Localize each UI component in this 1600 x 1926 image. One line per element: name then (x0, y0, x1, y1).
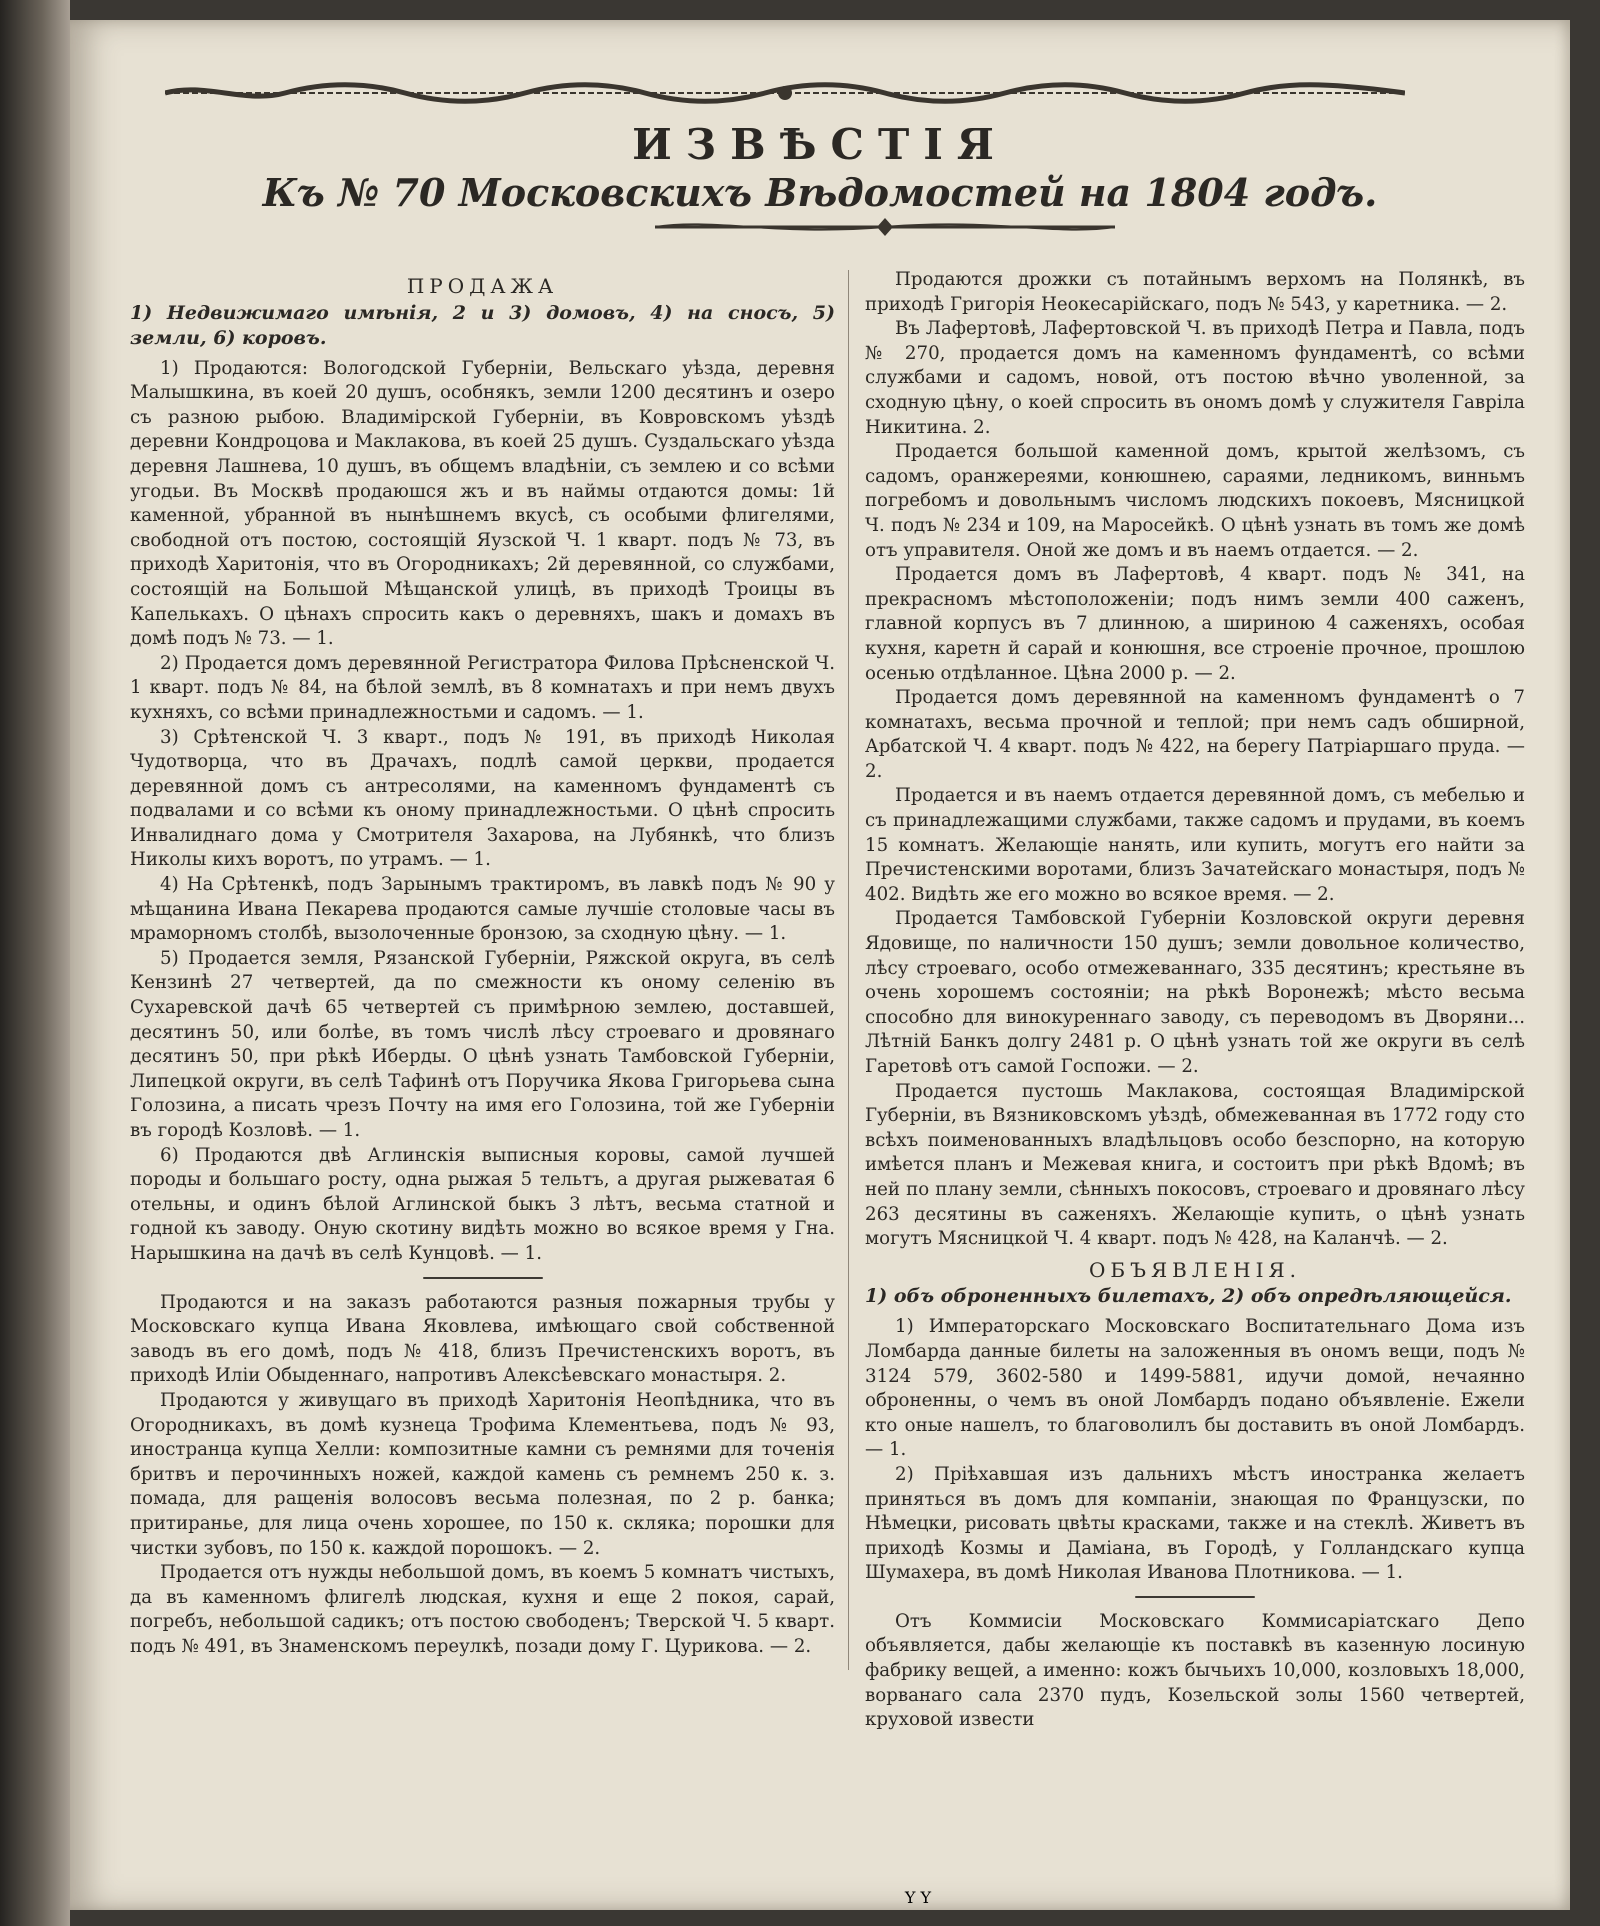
section-separator (1135, 1596, 1255, 1598)
book-spine-shadow (0, 0, 70, 1926)
notice-paragraph: Продается пустошь Маклакова, состоящая Владимірской Губерніи, въ Вязниковскомъ уѣздѣ, обмежеванная въ 1772 году сто всѣхъ поименованныхъ владѣльцовъ особо безспорно, на которую имѣется планъ и Межевая книга, и состоитъ при рѣкѣ Вдомѣ; въ ней по плану земли, сѣнныхъ покосовъ, строеваго и дровянаго лѣсу 263 десятины въ саженяхъ. Желающіе купить, о цѣнѣ узнать могутъ Мясницкой Ч. 4 кварт. подъ № 428, на Каланчѣ. — 2. (865, 1080, 1525, 1250)
notice-paragraph: 3) Срѣтенской Ч. 3 кварт., подъ № 191, въ приходѣ Николая Чудотворца, что въ Драчахъ, подлѣ самой церкви, продается деревянной домъ съ антресолями, на каменномъ фундаментѣ съ подвалами и со всѣми къ оному принадлежностьми. О цѣнѣ спросить Инвалиднаго дома у Смотрителя Захарова, на Лубянкѣ, что близъ Николы кихъ воротъ, по утрамъ. — 1. (130, 726, 835, 871)
right-column (865, 268, 1525, 1733)
notice-paragraph: 1) Продаются: Вологодской Губерніи, Вельскаго уѣзда, деревня Малышкина, въ коей 20 душъ, особнякъ, земли 1200 десятинъ и озеро съ разною рыбою. Владимірской Губерніи, въ Ковровскомъ уѣздѣ деревни Кондроцова и Маклакова, въ коей 25 душъ. Суздальскаго уѣзда деревня Лашнева, 10 душъ, въ общемъ владѣніи, съ землею и со всѣми угодьи. Въ Москвѣ продаюшся жъ и въ наймы отдаются домы: 1й каменной, убранной въ нынѣшнемъ вкусѣ, съ особыми флигелями, свободной отъ постою, состоящій Яузской Ч. 1 кварт. подъ № 73, въ приходѣ Харитонія, что въ Огородникахъ; 2й деревянной, со службами, состоящій на Большой Мѣщанской улицѣ, въ приходѣ Троицы въ Капелькахъ. О цѣнахъ спросить какъ о деревняхъ, шакъ и домахъ въ домѣ подъ № 73. — 1. (130, 357, 835, 650)
notice-paragraph: Продается и въ наемъ отдается деревянной домъ, съ мебелью и съ принадлежащими службами, также садомъ и прудами, въ коемъ 15 комнатъ. Желающіе нанять, или купить, могутъ его найти за Пречистенскими воротами, близъ Зачатейскаго монастыря, подъ № 402. Видѣть же его можно во всякое время. — 2. (865, 785, 1525, 905)
notice-paragraph: Продается отъ нужды небольшой домъ, въ коемъ 5 комнатъ чистыхъ, да въ каменномъ флигелѣ людская, кухня и еще 2 покоя, сарай, погребъ, небольшой садикъ; отъ постою свободенъ; Тверской Ч. 5 кварт. подъ № 491, въ Знаменскомъ переулкѣ, позади дому Г. Цурикова. — 2. (130, 1562, 835, 1657)
notice-paragraph: Продаются у живущаго въ приходѣ Харитонія Неопѣдника, что въ Огородникахъ, въ домѣ кузнеца Трофима Клементьева, подъ № 93, иностранца купца Хелли: композитные камни съ ремнями для точенія бритвъ и перочинныхъ ножей, каждой камень съ ремнемъ 250 к. з. помада, для ращенія волосовъ весьма полезная, по 2 р. банка; притиранье, для лица очень хорошее, по 150 к. скляка; порошки для чистки зубовъ, по 150 к. каждой порошокъ. — 2. (130, 1389, 835, 1559)
notice-paragraph: Продаются дрожки съ потайнымъ верхомъ на Полянкѣ, въ приходѣ Григорія Неокесарійскаго, подъ № 543, у каретника. — 2. (865, 269, 1525, 315)
notice-paragraph: Въ Лафертовѣ, Лафертовской Ч. въ приходѣ Петра и Павла, подъ № 270, продается домъ на каменномъ фундаментѣ, со всѣми службами и садомъ, новой, отъ постою вѣчно уволенной, за сходную цѣну, о коей спросить въ ономъ домѣ у служителя Гавріла Никитина. 2. (865, 318, 1525, 438)
notice-paragraph: 6) Продаются двѣ Аглинскія выписныя коровы, самой лучшей породы и большаго росту, одна рыжая 5 тельтъ, а другая рыжеватая 6 отельны, и одинъ бѣлой Аглинской быкъ 3 лѣтъ, весьма статной и годной къ заводу. Оную скотину видѣть можно во всякое время у Гна. Нарышкина на дачѣ въ селѣ Кунцовѣ. — 1. (130, 1144, 835, 1264)
column-divider (848, 270, 849, 1670)
newspaper-page (70, 20, 1570, 1910)
notice-paragraph: 4) На Срѣтенкѣ, подъ Зарынымъ трактиромъ, въ лавкѣ подъ № 90 у мѣщанина Ивана Пекарева продаются самые лучшіе столовые часы въ мраморномъ столбѣ, вызолоченные бронзою, за сходную цѣну. — 1. (130, 874, 835, 945)
page-signature-mark: Y Y (904, 1888, 932, 1907)
left-column (130, 268, 835, 1659)
notice-paragraph: 2) Пріѣхавшая изъ дальнихъ мѣстъ иностранка желаетъ приняться въ домъ для компаніи, знающая по Французски, по Нѣмецки, рисовать цвѣты красками, также и на стеклѣ. Живетъ въ приходѣ Козмы и Даміана, въ Городѣ, у Голландскаго купца Шумахера, въ домѣ Николая Иванова Плотникова. — 1. (865, 1463, 1525, 1584)
notice-paragraph: Продаются и на заказъ работаются разныя пожарныя трубы у Московскаго купца Ивана Яковлева, имѣющаго свой собственной заводъ въ его домѣ, подъ № 418, близъ Пречистенскихъ воротъ, въ приходѣ Иліи Обыденнаго, напротивъ Алексѣевскаго монастыря. 2. (130, 1291, 835, 1387)
notice-paragraph: Отъ Коммисіи Московскаго Коммисаріатскаго Депо объявляется, дабы желающіе къ поставкѣ въ казенную лосиную фабрику вещей, а именно: кожъ бычьихъ 10,000, козловыхъ 18,000, ворванаго сала 2370 пудъ, Козельской золы 1560 четвертей, круховой извести (865, 1610, 1525, 1731)
notice-paragraph: 1) Императорскаго Московскаго Воспитательнаго Дома изъ Ломбарда данные билеты на заложенныя въ ономъ вещи, подъ № 3124 579, 3602-580 и 1499-5881, идучи домой, нечаянно оброненны, о чемъ въ оной Ломбардъ подано объявленіе. Ежели кто оные нашелъ, то благоволилъ бы доставить въ оной Ломбардъ. — 1. (865, 1316, 1525, 1461)
section-separator (423, 1277, 543, 1279)
sale-section-subheading: 1) Недвижимаго имѣнія, 2 и 3) домовъ, 4) на сносъ, 5) земли, 6) коровъ. (130, 301, 835, 349)
notice-paragraph: Продается домъ деревянной на каменномъ фундаментѣ о 7 комнатахъ, весьма прочной и теплой; при немъ садъ обширной, Арбатской Ч. 4 кварт. подъ № 422, на берегу Патріаршаго пруда. — 2. (865, 687, 1525, 782)
masthead-title: ИЗВѢСТІЯ (632, 120, 1008, 169)
header-ornament-rule (655, 212, 1115, 242)
top-ornament-rule (165, 78, 1405, 108)
notice-paragraph: 5) Продается земля, Рязанской Губерніи, Ряжской округа, въ селѣ Кензинѣ 27 четвертей, да по смежности къ оному селенію въ Сухаревской дачѣ 65 четвертей съ примѣрною землею, доставшей, десятинъ 50, или болѣе, въ томъ числѣ лѣсу строеваго и дровянаго десятинъ 50, при рѣкѣ Иберды. О цѣнѣ узнать Тамбовской Губерніи, Липецкой округи, въ селѣ Тафинѣ отъ Поручика Якова Григорьева сына Голозина, а писать чрезъ Почту на имя его Голозина, той же Губерніи въ городѣ Козловѣ. — 1. (130, 947, 835, 1141)
notice-paragraph: 2) Продается домъ деревянной Регистратора Филова Прѣсненской Ч. 1 кварт. подъ № 84, на бѣлой землѣ, въ 8 комнатахъ и при немъ двухъ кухняхъ, со всѣми принадлежностьми и садомъ. — 1. (130, 652, 835, 723)
notice-paragraph: Продается Тамбовской Губерніи Козловской округи деревня Ядовище, по наличности 150 душъ; земли довольное количество, лѣсу строеваго, особо отмежеваннаго, 335 десятинъ; крестьяне въ очень хорошемъ состояніи; на рѣкѣ Воронежѣ; мѣсто весьма способно для винокуреннаго заводу, съ переводомъ въ Дворяни... Лѣтній Банкъ долгу 2481 р. О цѣнѣ узнать той же округи въ селѣ Гаретовѣ отъ самой Госпожи. — 2. (865, 908, 1525, 1077)
sale-section-heading: ПРОДАЖА (406, 274, 559, 298)
notice-paragraph: Продается домъ въ Лафертовѣ, 4 кварт. подъ № 341, на прекрасномъ мѣстоположеніи; подъ нимъ земли 400 саженъ, главной корпусъ въ 7 длинною, а шириною 4 саженяхъ, особая кухня, каретн й сарай и конюшня, все строеніе прочное, прошлою осенью отдѣланное. Цѣна 2000 р. — 2. (865, 564, 1525, 684)
notice-paragraph: Продается большой каменной домъ, крытой желѣзомъ, съ садомъ, оранжереями, конюшнею, сараями, ледникомъ, винньмъ погребомъ и довольнымъ числомъ людскихъ покоевъ, Мясницкой Ч. подъ № 234 и 109, на Маросейкѣ. О цѣнѣ узнать въ томъ же домѣ отъ управителя. Оной же домъ и въ наемъ отдается. — 2. (865, 441, 1525, 561)
announcements-section-subheading: 1) объ оброненныхъ билетахъ, 2) объ опредѣляющейся. (865, 1285, 1512, 1308)
masthead-subtitle: Къ № 70 Московскихъ Вѣдомостей на 1804 годъ. (262, 170, 1378, 215)
announcements-section-heading: ОБЪЯВЛЕНІЯ. (1089, 1257, 1301, 1282)
